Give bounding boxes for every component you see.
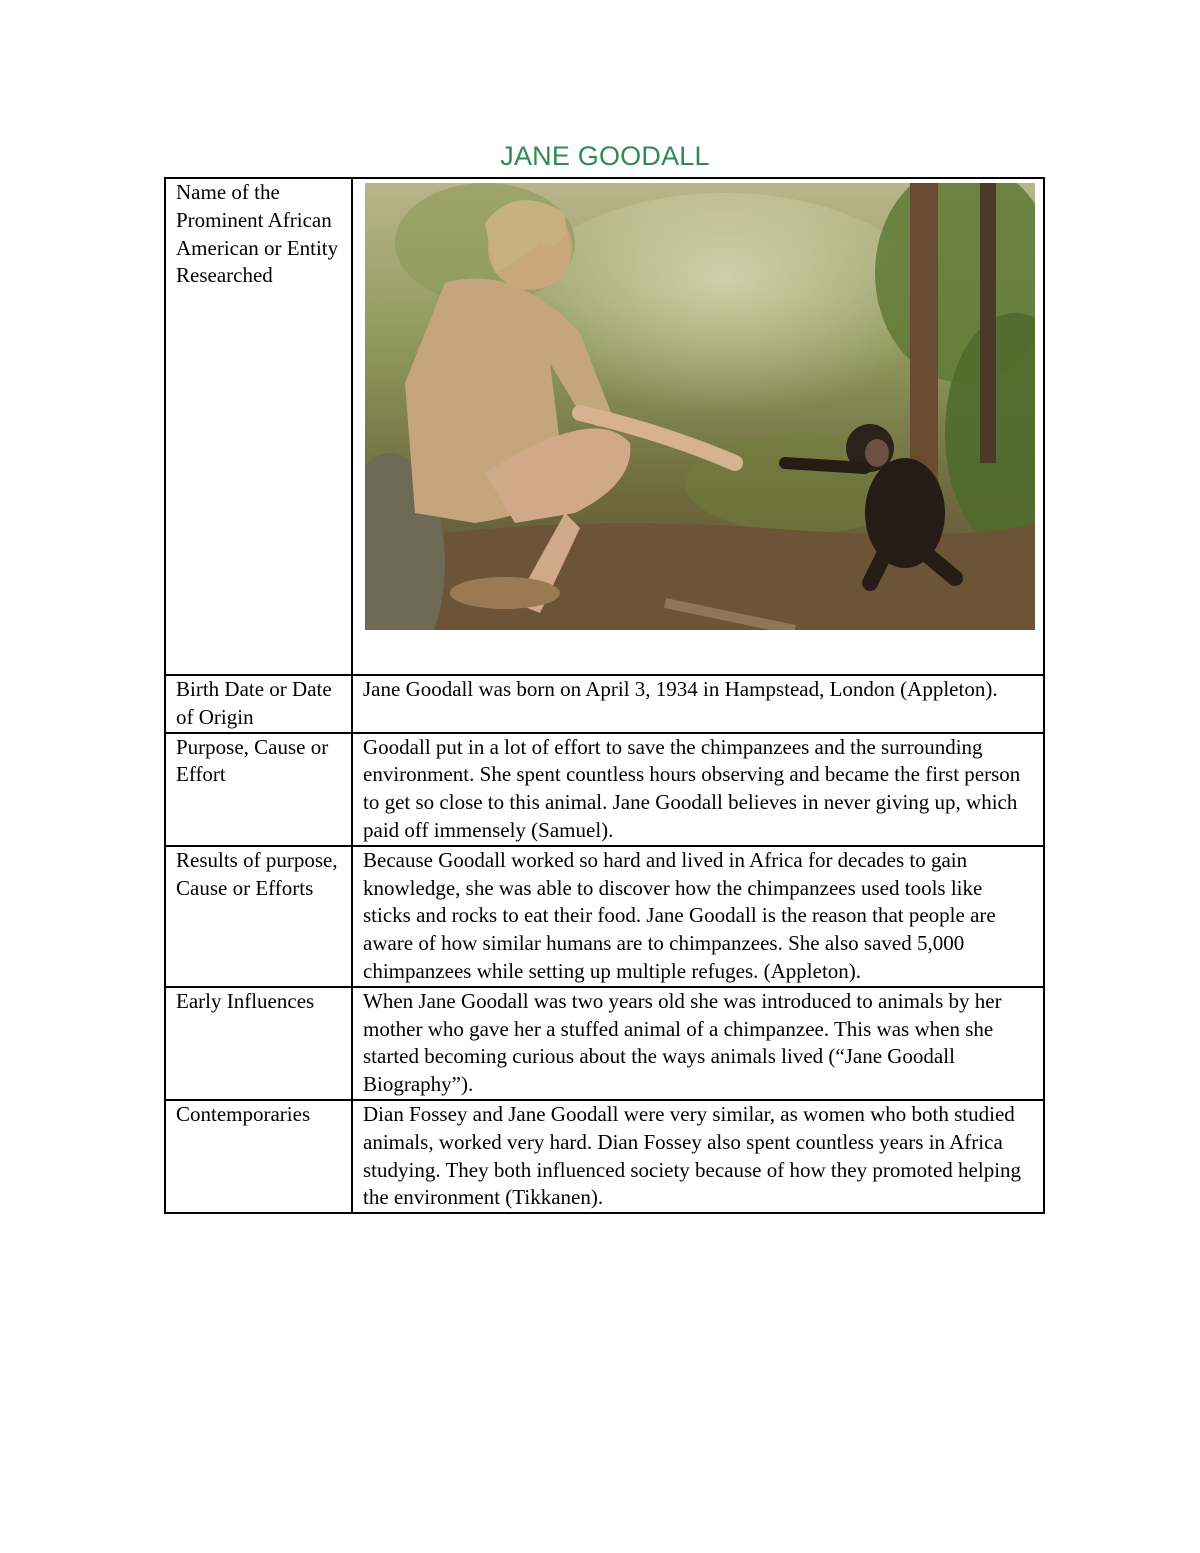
table-row [165,1100,1044,1213]
table-row [165,675,1044,733]
row-label: Results of purpose, Cause or Efforts [165,846,352,987]
photo-jane-goodall-with-chimpanzee [365,183,1035,630]
row-value: Goodall put in a lot of effort to save the chimpanzees and the surrounding environment. She spent countless hours observing and became the first person to get so close to this animal. Jane Goodall believes in never giving up, which paid off immensely (Samuel). [352,733,1044,846]
row-value: Jane Goodall was born on April 3, 1934 in Hampstead, London (Appleton). [352,675,1044,733]
row-label: Contemporaries [165,1100,352,1213]
table-row [165,178,1044,675]
table-row [165,733,1044,846]
row-label: Birth Date or Date of Origin [165,675,352,733]
table-row [165,987,1044,1100]
row-value: Dian Fossey and Jane Goodall were very similar, as women who both studied animals, worked very hard. Dian Fossey also spent countless years in Africa studying. They both influenced society because of how they promoted helping the environment (Tikkanen). [352,1100,1044,1213]
row-label: Name of the Prominent African American or Entity Researched [165,178,352,675]
photo-cell [352,178,1044,675]
row-value: Because Goodall worked so hard and lived in Africa for decades to gain knowledge, she was able to discover how the chimpanzees used tools like sticks and rocks to eat their food. Jane Goodall is the reason that people are aware of how similar humans are to chimpanzees. She also saved 5,000 chimpanzees while setting up multiple refuges. (Appleton). [352,846,1044,987]
row-value: When Jane Goodall was two years old she was introduced to animals by her mother who gave her a stuffed animal of a chimpanzee. This was when she started becoming curious about the ways animals lived (“Jane Goodall Biography”). [352,987,1044,1100]
table-row [165,846,1044,987]
info-table [164,177,1045,1214]
row-label: Early Influences [165,987,352,1100]
row-label: Purpose, Cause or Effort [165,733,352,846]
page-title: JANE GOODALL [500,141,710,171]
